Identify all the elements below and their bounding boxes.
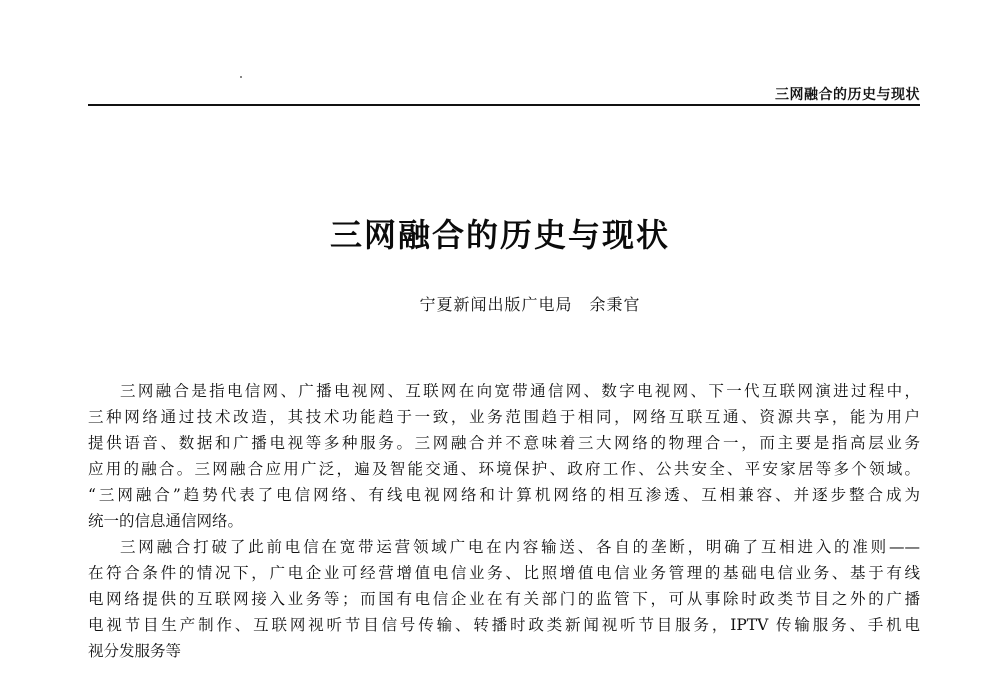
paragraph-2: [88, 534, 920, 664]
paragraph-line: 三网融合是指电信网、广播电视网、互联网在向宽带通信网、数字电视网、下一代互联网演进过程中，: [120, 382, 920, 400]
paragraph-line: 提供语音、数据和广播电视等多种服务。三网融合并不意味着三大网络的物理合一，而主要是指高层业务: [88, 434, 920, 452]
article-byline: 宁夏新闻出版广电局 余秉官: [419, 295, 641, 314]
paragraph-line: 统一的信息通信网络。: [88, 512, 244, 530]
paragraph-line: 视分发服务等: [88, 642, 182, 660]
header-rule: [88, 104, 920, 106]
paragraph-line: “三网融合”趋势代表了电信网络、有线电视网络和计算机网络的相互渗透、互相兼容、并逐步整合成为: [88, 486, 920, 504]
article-title: 三网融合的历史与现状: [329, 216, 670, 254]
article-body: [88, 378, 920, 664]
paragraph-line: 在符合条件的情况下，广电企业可经营增值电信业务、比照增值电信业务管理的基础电信业务、基于有线: [88, 564, 920, 582]
paragraph-line: 电视节目生产制作、互联网视听节目信号传输、转播时政类新闻视听节目服务，IPTV 传输服务、手机电: [88, 616, 920, 634]
paragraph-line: 三网融合打破了此前电信在宽带运营领域广电在内容输送、各自的垄断，明确了互相进入的准则——: [120, 538, 920, 556]
running-header: 三网融合的历史与现状: [775, 87, 920, 103]
scan-speck: [240, 76, 242, 78]
paragraph-1: [88, 378, 920, 534]
paragraph-line: 应用的融合。三网融合应用广泛，遍及智能交通、环境保护、政府工作、公共安全、平安家居等多个领域。: [88, 460, 920, 478]
paragraph-line: 电网络提供的互联网接入业务等；而国有电信企业在有关部门的监管下，可从事除时政类节目之外的广播: [88, 590, 920, 608]
paragraph-line: 三种网络通过技术改造，其技术功能趋于一致，业务范围趋于相同，网络互联互通、资源共享，能为用户: [88, 408, 920, 426]
